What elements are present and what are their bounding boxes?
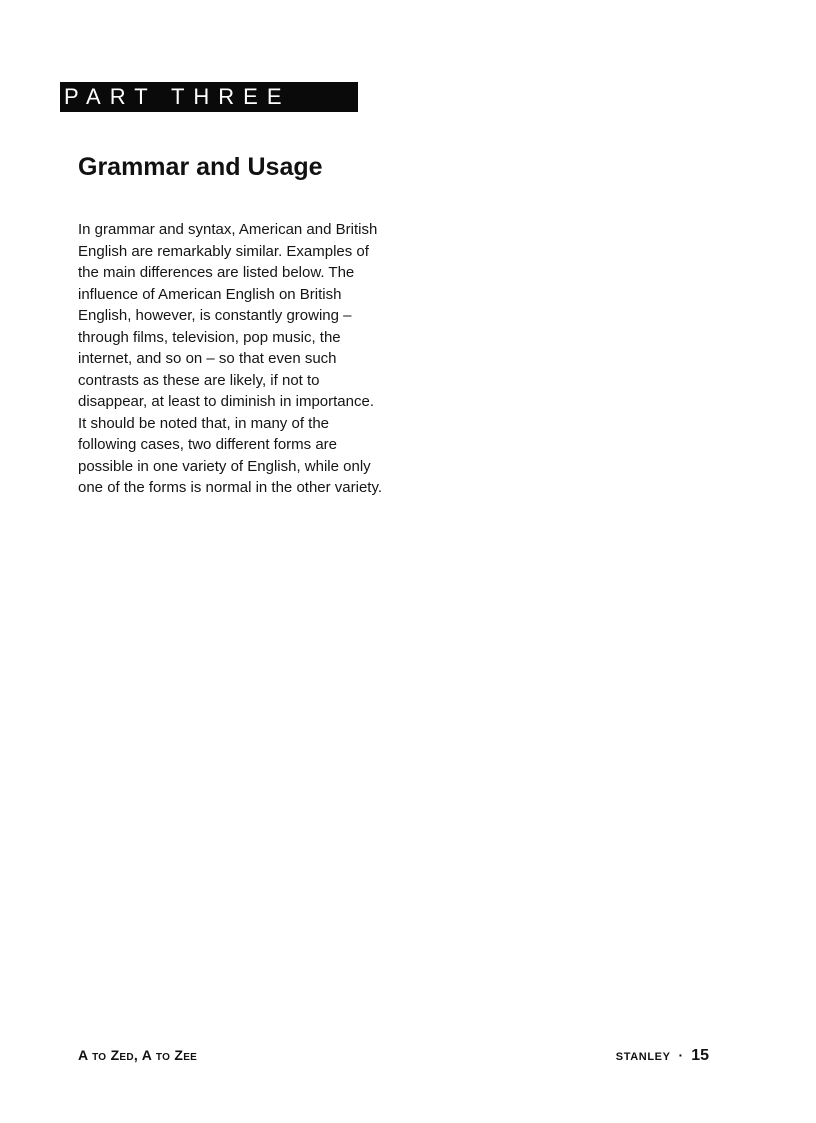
footer-separator: · [678,1047,684,1063]
part-label: PART THREE [64,84,291,109]
body-paragraph: In grammar and syntax, American and British English are remarkably similar. Examples of the main differences are listed below. The influence of American English on British English, however, is constantly growing – through films, television, pop music, the internet, and so on – so that even such contrasts as these are likely, if not to disappear, at least to diminish in importance. It should be noted that, in many of the following cases, two different forms are possible in one variety of English, while only one of the forms is normal in the other variety. [78,221,383,496]
footer-book-title: A to Zed, A to Zee [78,1047,198,1063]
chapter-title: Grammar and Usage [78,153,323,181]
part-banner [60,82,358,112]
page-number: 15 [691,1047,709,1064]
footer-page-info [616,1047,709,1065]
footer-author: STANLEY [615,1051,671,1063]
